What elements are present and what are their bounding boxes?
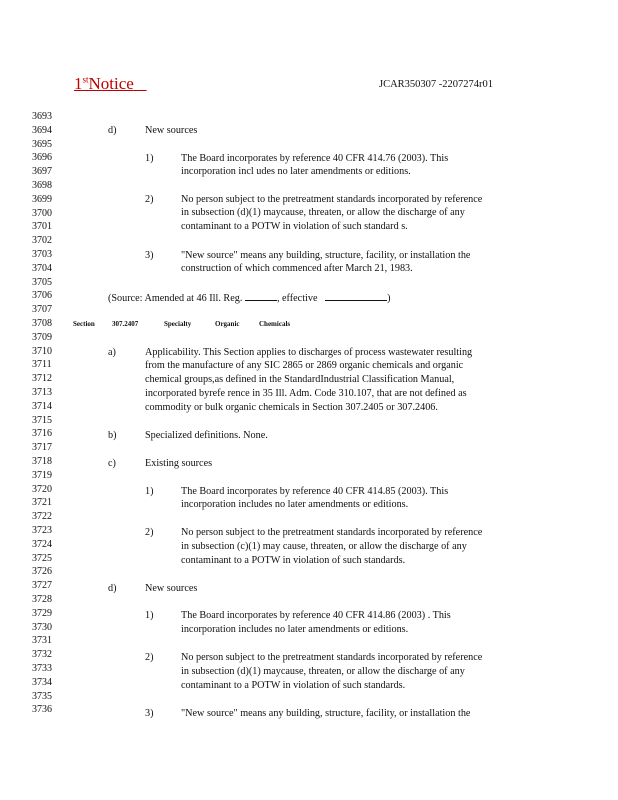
paragraph-line: contaminant to a POTW in violation of such standards. — [181, 555, 406, 566]
subsection-title: New sources — [145, 125, 198, 136]
paragraph-line: in subsection (d)(1) maycause, threaten, or allow the discharge of any — [181, 207, 465, 218]
source-note — [108, 291, 391, 304]
subsection-label: d) — [108, 125, 117, 136]
item-label: 1) — [145, 486, 154, 497]
item-label: 1) — [145, 153, 154, 164]
paragraph-line: "New source" means any building, structure, facility, or installation the — [181, 708, 471, 719]
paragraph-line: in subsection (c)(1) may cause, threaten, or allow the discharge of any — [181, 541, 467, 552]
line-number: 3726 — [32, 566, 52, 578]
line-number: 3732 — [32, 649, 52, 661]
paragraph-line: commodity or bulk organic chemicals in Section 307.2405 or 307.2406. — [145, 402, 438, 413]
paragraph-line: "New source" means any building, structure, facility, or installation the — [181, 250, 471, 261]
document-id: JCAR350307 -2207274r01 — [379, 79, 494, 90]
line-number: 3718 — [32, 456, 52, 467]
line-number: 3730 — [32, 621, 52, 633]
line-number: 3735 — [32, 690, 52, 702]
line-number: 3706 — [32, 290, 52, 302]
notice-superscript: st — [82, 74, 89, 85]
subsection-label: c) — [108, 458, 116, 469]
line-number: 3724 — [32, 538, 52, 550]
line-number: 3694 — [32, 124, 52, 136]
line-number: 3723 — [32, 525, 52, 536]
line-number: 3728 — [32, 594, 52, 605]
line-number: 3720 — [32, 483, 52, 495]
subsection-label: a) — [108, 347, 116, 358]
line-number: 3708 — [32, 318, 52, 329]
subsection-label: d) — [108, 583, 117, 594]
line-number: 3736 — [32, 704, 52, 716]
line-number: 3707 — [32, 304, 52, 316]
line-number: 3734 — [32, 676, 52, 688]
section-title-word: Chemicals — [259, 320, 291, 328]
paragraph-line: in subsection (d)(1) maycause, threaten, or allow the discharge of any — [181, 666, 465, 677]
paragraph-line: incorporated byrefe rence in 35 Ill. Adm. Code 310.107, that are not defined as — [145, 388, 467, 399]
source-prefix: (Source: Amended at 46 Ill. Reg. — [108, 293, 243, 304]
subsection-title: Existing sources — [145, 458, 213, 469]
line-number: 3716 — [32, 428, 52, 440]
line-number: 3712 — [32, 373, 52, 385]
line-number: 3727 — [32, 580, 52, 592]
line-number: 3703 — [32, 249, 52, 260]
notice-word: Notice — [88, 74, 134, 93]
paragraph-line: The Board incorporates by reference 40 CFR 414.85 (2003). This — [181, 486, 449, 497]
line-number: 3733 — [32, 663, 52, 674]
line-number: 3705 — [32, 276, 52, 288]
paragraph-line: No person subject to the pretreatment standards incorporated by reference — [181, 527, 483, 538]
line-number: 3722 — [32, 511, 52, 523]
line-number: 3695 — [32, 138, 52, 150]
line-number: 3697 — [32, 166, 52, 178]
item-label: 3) — [145, 250, 154, 261]
line-number: 3717 — [32, 442, 52, 454]
paragraph-line: Specialized definitions. None. — [145, 430, 268, 441]
paragraph-line: incorporation includes no later amendments or editions. — [181, 624, 409, 635]
section-title-word: Organic — [215, 320, 240, 328]
line-number: 3715 — [32, 414, 52, 426]
line-number: 3709 — [32, 331, 52, 343]
paragraph-line: incorporation includes no later amendments or editions. — [181, 499, 409, 510]
paragraph-line: construction of which commenced after March 21, 1983. — [181, 263, 413, 274]
line-number: 3719 — [32, 469, 52, 481]
line-number: 3701 — [32, 221, 52, 233]
section-word: Section — [73, 320, 95, 328]
paragraph-line: chemical groups,as defined in the StandardIndustrial Classification Manual, — [145, 374, 455, 385]
line-number: 3731 — [32, 635, 52, 647]
line-number: 3700 — [32, 207, 52, 219]
paragraph-line: contaminant to a POTW in violation of such standards. — [181, 680, 406, 691]
item-label: 1) — [145, 610, 154, 621]
source-mid: , effective — [276, 293, 318, 304]
line-number: 3711 — [32, 359, 52, 371]
paragraph-line: contaminant to a POTW in violation of such standard s. — [181, 221, 408, 232]
item-label: 3) — [145, 708, 154, 719]
item-label: 2) — [145, 652, 154, 663]
section-number: 307.2407 — [112, 320, 139, 328]
line-number: 3696 — [32, 152, 52, 164]
reg-blank — [245, 291, 277, 301]
source-end: ) — [387, 293, 391, 304]
subsection-label: b) — [108, 430, 117, 441]
section-title-word: Specialty — [164, 320, 192, 328]
line-number: 3699 — [32, 193, 52, 205]
notice-label — [74, 74, 147, 94]
paragraph-line: The Board incorporates by reference 40 CFR 414.86 (2003) . This — [181, 610, 451, 621]
paragraph-line: incorporation incl udes no later amendments or editions. — [181, 166, 411, 177]
effective-blank — [325, 291, 387, 301]
subsection-title: New sources — [145, 583, 198, 594]
paragraph-line: No person subject to the pretreatment standards incorporated by reference — [181, 652, 483, 663]
line-number: 3710 — [32, 345, 52, 357]
line-number: 3704 — [32, 262, 52, 274]
paragraph-line: No person subject to the pretreatment standards incorporated by reference — [181, 194, 483, 205]
line-number: 3698 — [32, 180, 52, 191]
paragraph-line: Applicability. This Section applies to discharges of process wastewater resulting — [145, 347, 473, 358]
item-label: 2) — [145, 194, 154, 205]
paragraph-line: The Board incorporates by reference 40 CFR 414.76 (2003). This — [181, 153, 449, 164]
line-number: 3713 — [32, 387, 52, 398]
notice-number: 1 — [74, 74, 83, 93]
line-number: 3721 — [32, 497, 52, 509]
item-label: 2) — [145, 527, 154, 538]
paragraph-line: from the manufacture of any SIC 2865 or 2869 organic chemicals and organic — [145, 360, 464, 371]
line-number: 3714 — [32, 400, 52, 412]
line-number: 3725 — [32, 552, 52, 564]
line-number: 3729 — [32, 607, 52, 619]
line-number: 3693 — [32, 111, 52, 122]
line-number: 3702 — [32, 235, 52, 247]
